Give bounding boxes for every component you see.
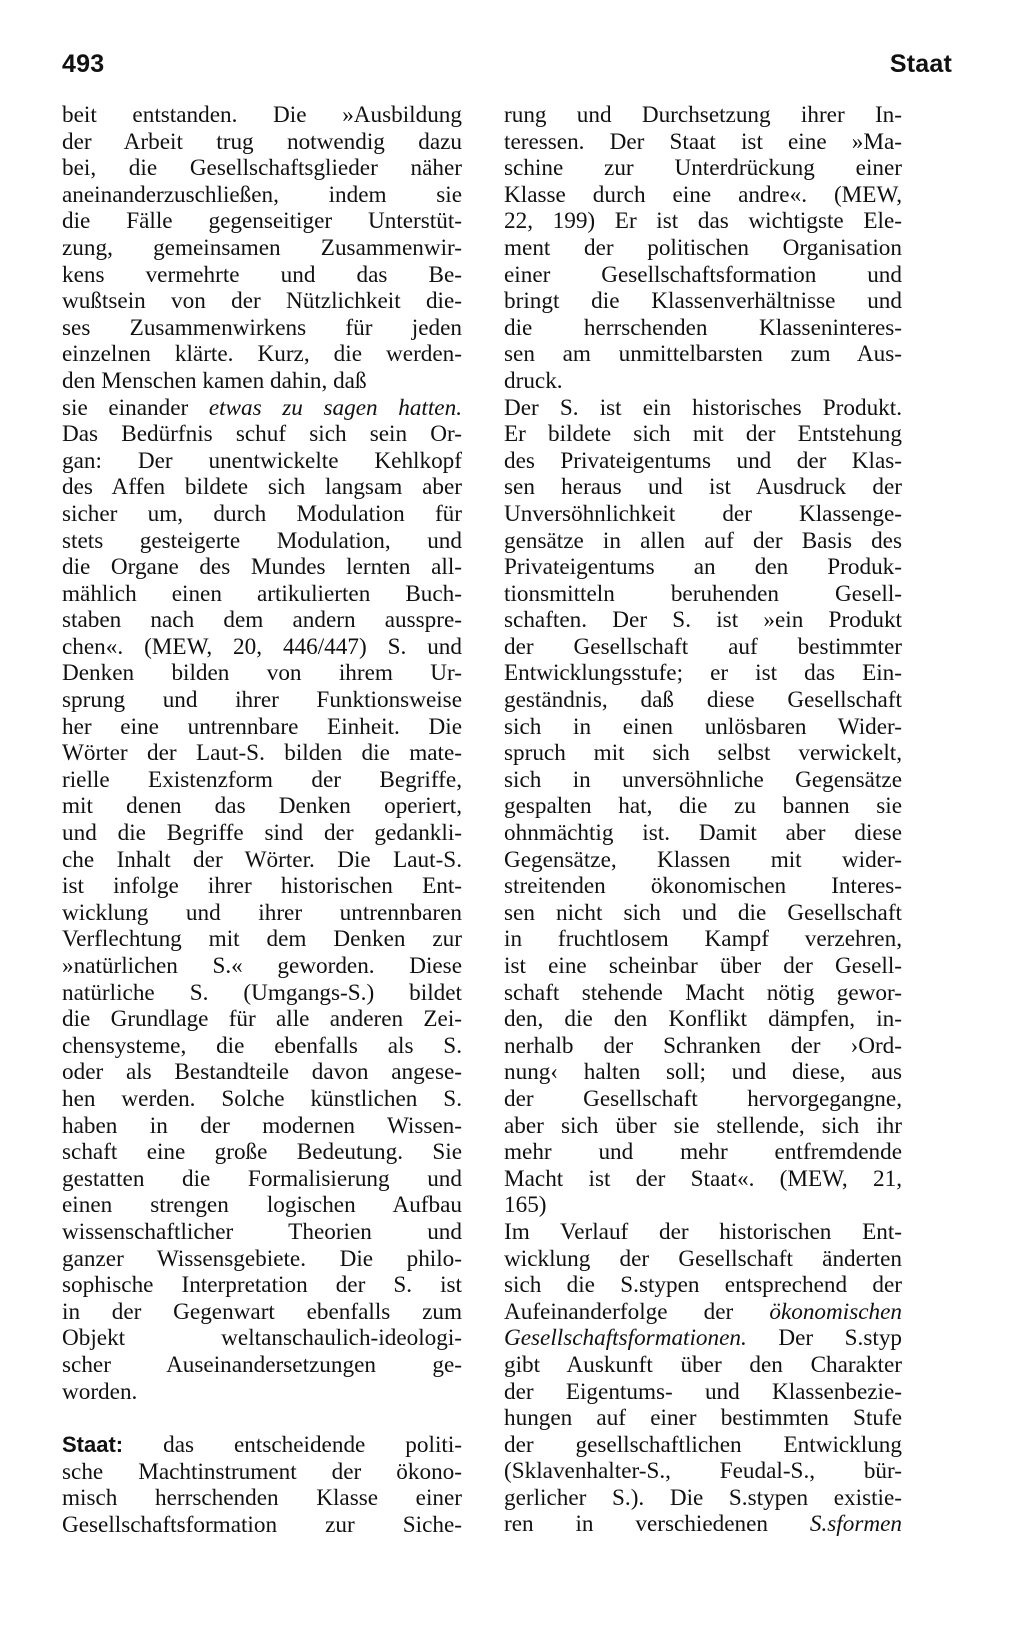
text-line: in fruchtlosem Kampf verzehren, — [504, 926, 902, 953]
text-line: 165) — [504, 1192, 547, 1219]
text-line: schaft stehende Macht nötig gewor- — [504, 979, 902, 1006]
text-line: aber sich über sie stellende, sich ihr — [504, 1112, 902, 1139]
text-line: der Gesellschaft hervorgegangne, — [504, 1085, 902, 1112]
italic-phrase: etwas zu sagen hatten. — [208, 394, 462, 421]
text-line — [504, 1299, 902, 1326]
text-line: die Fälle gegenseitiger Unterstüt- — [62, 208, 462, 235]
text-line: der gesellschaftlichen Entwicklung — [504, 1431, 902, 1458]
text-line: staben nach dem andern ausspre- — [62, 607, 462, 634]
text-line: Klasse durch eine andre«. (MEW, — [504, 181, 902, 208]
text-line: 22, 199) Er ist das wichtigste Ele- — [504, 208, 902, 235]
text-line: geständnis, daß diese Gesellschaft — [504, 687, 902, 714]
text-line: sicher um, durch Modulation für — [62, 500, 462, 527]
text-line: Der S. ist ein historisches Produkt. — [504, 394, 902, 421]
text-line: einer Gesellschaftsformation und — [504, 261, 902, 288]
text-line: Er bildete sich mit der Entstehung — [504, 421, 902, 448]
text-line: sich in einen unlösbaren Wider- — [504, 713, 902, 740]
text-line: der Gesellschaft auf bestimmter — [504, 633, 902, 660]
text-line: ganzer Wissensgebiete. Die philo- — [62, 1245, 462, 1272]
text-line: gerlicher S.). Die S.stypen existie- — [504, 1484, 902, 1511]
text-line: misch herrschenden Klasse einer — [62, 1485, 462, 1512]
text-line: haben in der modernen Wissen- — [62, 1112, 462, 1139]
text-line — [504, 1511, 902, 1538]
text-line: schaft eine große Bedeutung. Sie — [62, 1139, 462, 1166]
text-line: Das Bedürfnis schuf sich sein Or- — [62, 421, 462, 448]
text-line: gespalten hat, die zu bannen sie — [504, 793, 902, 820]
text-line: stets gesteigerte Modulation, und — [62, 527, 462, 554]
text-line: spruch mit sich selbst verwickelt, — [504, 740, 902, 767]
text-line: ohnmächtig ist. Damit aber diese — [504, 820, 902, 847]
entry-separator — [62, 1405, 462, 1432]
left-paragraph-continued-2 — [62, 421, 462, 1405]
text-line: Denken bilden von ihrem Ur- — [62, 660, 462, 687]
text-line — [62, 395, 462, 422]
text-line: rung und Durchsetzung ihrer In- — [504, 102, 902, 128]
running-head: Staat — [889, 50, 952, 78]
text-line: die Grundlage für alle anderen Zei- — [62, 1006, 462, 1033]
text-line: bei, die Gesellschaftsglieder näher — [62, 155, 462, 182]
text-line: ist infolge ihrer historischen Ent- — [62, 873, 462, 900]
text-line: den, die den Konflikt dämpfen, in- — [504, 1006, 902, 1033]
text-line: nerhalb der Schranken der ›Ord- — [504, 1032, 902, 1059]
text-line: gan: Der unentwickelte Kehlkopf — [62, 447, 462, 474]
text-line: chen«. (MEW, 20, 446/447) S. und — [62, 633, 462, 660]
text-line: scher Auseinandersetzungen ge- — [62, 1351, 462, 1378]
italic-phrase: ökonomischen — [769, 1298, 902, 1325]
text-line: ment der politischen Organisation — [504, 234, 902, 261]
text-line: sich in unversöhnliche Gegensätze — [504, 766, 902, 793]
text-line: gensätze in allen auf der Basis des — [504, 527, 902, 554]
text-line: mehr und mehr entfremdende — [504, 1139, 902, 1166]
italic-phrase: S.sformen — [809, 1511, 902, 1538]
text-line: Gesellschaftsformation zur Siche- — [62, 1511, 462, 1538]
text-line: Entwicklungsstufe; er ist das Ein- — [504, 660, 902, 687]
dictionary-entry-staat — [62, 1432, 462, 1538]
text-line: schine zur Unterdrückung einer — [504, 155, 902, 182]
text-line: chensysteme, die ebenfalls als S. — [62, 1032, 462, 1059]
text-line: oder als Bestandteile davon angese- — [62, 1059, 462, 1086]
text-line: der Arbeit trug notwendig dazu — [62, 128, 462, 155]
text-line: tionsmitteln beruhenden Gesell- — [504, 580, 902, 607]
text-line: hen werden. Solche künstlichen S. — [62, 1085, 462, 1112]
text-line: nung‹ halten soll; und diese, aus — [504, 1059, 902, 1086]
text-line: natürliche S. (Umgangs-S.) bildet — [62, 979, 462, 1006]
entry-headword: Staat: — [62, 1432, 124, 1458]
text-line: und die Begriffe sind der gedankli- — [62, 820, 462, 847]
text-line: Macht ist der Staat«. (MEW, 21, — [504, 1165, 902, 1192]
text-line: sen heraus und ist Ausdruck der — [504, 474, 902, 501]
entry-text: das entscheidende politi- — [163, 1432, 462, 1459]
text-line: des Privateigentums und der Klas- — [504, 447, 902, 474]
text-line: wußtsein von der Nützlichkeit die- — [62, 288, 462, 315]
text-line: Objekt weltanschaulich-ideologi- — [62, 1325, 462, 1352]
text-line: worden. — [62, 1378, 138, 1405]
text-line: einzelnen klärte. Kurz, die werden- — [62, 341, 462, 368]
text-fragment: sie einander — [62, 394, 189, 421]
text-line: wissenschaftlicher Theorien und — [62, 1218, 462, 1245]
text-line: Gegensätze, Klassen mit wider- — [504, 846, 902, 873]
text-line: beit entstanden. Die »Ausbildung — [62, 102, 462, 128]
text-line: che Inhalt der Wörter. Die Laut-S. — [62, 846, 462, 873]
text-line: sprung und ihrer Funktionsweise — [62, 687, 462, 714]
text-line: ses Zusammenwirkens für jeden — [62, 314, 462, 341]
text-line: druck. — [504, 367, 563, 394]
italic-phrase: Gesellschaftsformationen. — [504, 1325, 747, 1352]
text-line: gibt Auskunft über den Charakter — [504, 1351, 902, 1378]
text-line: einen strengen logischen Aufbau — [62, 1192, 462, 1219]
right-column — [504, 102, 902, 1538]
text-line: rielle Existenzform der Begriffe, — [62, 766, 462, 793]
page-number: 493 — [62, 50, 105, 78]
text-line: des Affen bildete sich langsam aber — [62, 474, 462, 501]
text-line: Privateigentums an den Produk- — [504, 554, 902, 581]
text-line: wicklung und ihrer untrennbaren — [62, 899, 462, 926]
text-line: bringt die Klassenverhältnisse und — [504, 288, 902, 315]
text-line — [504, 1325, 902, 1352]
text-line: Verflechtung mit dem Denken zur — [62, 926, 462, 953]
text-line: gestatten die Formalisierung und — [62, 1165, 462, 1192]
text-line: teressen. Der Staat ist eine »Ma- — [504, 128, 902, 155]
entry-body — [62, 1459, 462, 1539]
text-line: sich die S.stypen entsprechend der — [504, 1272, 902, 1299]
left-column — [62, 102, 462, 1538]
text-line: wicklung der Gesellschaft änderten — [504, 1245, 902, 1272]
text-line: mit denen das Denken operiert, — [62, 793, 462, 820]
text-line: die Organe des Mundes lernten all- — [62, 554, 462, 581]
text-line: den Menschen kamen dahin, daß — [62, 367, 367, 394]
text-line: der Eigentums- und Klassenbezie- — [504, 1378, 902, 1405]
text-line: »natürlichen S.« geworden. Diese — [62, 953, 462, 979]
text-line: sophische Interpretation der S. ist — [62, 1272, 462, 1299]
text-fragment: Aufeinanderfolge der — [504, 1298, 734, 1325]
text-line: hungen auf einer bestimmten Stufe — [504, 1405, 902, 1432]
text-fragment: Der S.styp — [778, 1325, 903, 1352]
text-line: sen am unmittelbarsten zum Aus- — [504, 341, 902, 368]
text-line: aneinanderzuschließen, indem sie — [62, 181, 462, 208]
text-line: die herrschenden Klasseninteres- — [504, 314, 902, 341]
text-line: ist eine scheinbar über der Gesell- — [504, 953, 902, 979]
text-line: Unversöhnlichkeit der Klassenge- — [504, 500, 902, 527]
text-line: kens vermehrte und das Be- — [62, 261, 462, 288]
text-line: Im Verlauf der historischen Ent- — [504, 1218, 902, 1245]
right-paragraphs-2 — [504, 1352, 902, 1512]
page-header — [62, 50, 952, 80]
text-line: schaften. Der S. ist »ein Produkt — [504, 607, 902, 634]
left-paragraph-continued — [62, 102, 462, 395]
entry-first-line — [62, 1432, 462, 1459]
text-line: zung, gemeinsamen Zusammenwir- — [62, 234, 462, 261]
text-line: sche Machtinstrument der ökono- — [62, 1458, 462, 1485]
text-line: her eine untrennbare Einheit. Die — [62, 713, 462, 740]
text-fragment: ren in verschiedenen — [504, 1511, 769, 1538]
text-line: (Sklavenhalter-S., Feudal-S., bür- — [504, 1458, 902, 1485]
text-line: streitenden ökonomischen Interes- — [504, 873, 902, 900]
text-line: in der Gegenwart ebenfalls zum — [62, 1298, 462, 1325]
text-line: mählich einen artikulierten Buch- — [62, 580, 462, 607]
right-paragraphs — [504, 102, 902, 1299]
text-line: sen nicht sich und die Gesellschaft — [504, 899, 902, 926]
text-line: Wörter der Laut-S. bilden die mate- — [62, 740, 462, 767]
